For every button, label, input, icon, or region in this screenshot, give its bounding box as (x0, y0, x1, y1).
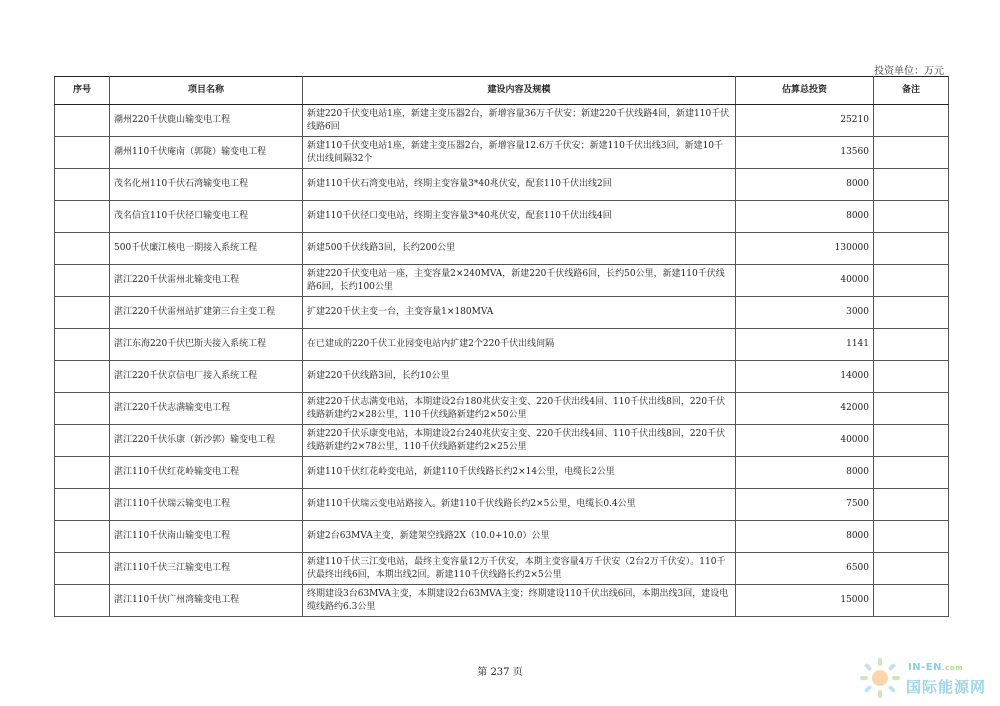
row-project-name: 湛江220千伏京信电厂接入系统工程 (110, 361, 303, 393)
row-project-name: 湛江110千伏红花岭输变电工程 (110, 457, 303, 489)
row-index (55, 297, 110, 329)
row-content-scale: 扩建220千伏主变一台，主变容量1×180MVA (303, 297, 736, 329)
row-note (874, 233, 949, 265)
table-row (55, 361, 949, 393)
row-content-scale: 新建500千伏线路3回，长约200公里 (303, 233, 736, 265)
row-index (55, 361, 110, 393)
row-project-name: 湛江东海220千伏巴斯夫接入系统工程 (110, 329, 303, 361)
table-body (55, 105, 949, 617)
row-total-investment: 1141 (736, 329, 874, 361)
row-index (55, 137, 110, 169)
row-content-scale: 新建110千伏红花岭变电站，新建110千伏线路长约2×14公里，电缆长2公里 (303, 457, 736, 489)
table-row (55, 137, 949, 169)
row-index (55, 329, 110, 361)
page-number: 第 237 页 (477, 667, 523, 678)
row-index (55, 265, 110, 297)
row-index (55, 393, 110, 425)
project-table (54, 76, 949, 617)
row-note (874, 489, 949, 521)
row-note (874, 457, 949, 489)
row-note (874, 137, 949, 169)
row-total-investment: 13560 (736, 137, 874, 169)
row-note (874, 361, 949, 393)
row-index (55, 489, 110, 521)
row-index (55, 201, 110, 233)
row-content-scale: 新建220千伏志满变电站，本期建设2台180兆伏安主变、220千伏出线4回、110千伏出线8回，220千伏线路新建约2×28公里，110千伏线路新建约2×50公里 (303, 393, 736, 425)
row-content-scale: 新建110千伏石湾变电站，终期主变容量3*40兆伏安，配套110千伏出线2回 (303, 169, 736, 201)
table-row (55, 521, 949, 553)
row-content-scale: 终期建设3台63MVA主变，本期建设2台63MVA主变；终期建设110千伏出线6回，本期出线3回，建设电缆线路约6.3公里 (303, 585, 736, 617)
row-content-scale: 新建220千伏线路3回，长约10公里 (303, 361, 736, 393)
row-project-name: 湛江220千伏志满输变电工程 (110, 393, 303, 425)
row-note (874, 297, 949, 329)
row-note (874, 329, 949, 361)
row-total-investment: 130000 (736, 233, 874, 265)
row-note (874, 585, 949, 617)
row-total-investment: 14000 (736, 361, 874, 393)
row-total-investment: 25210 (736, 105, 874, 137)
row-project-name: 湛江110千伏南山输变电工程 (110, 521, 303, 553)
row-project-name: 潮州110千伏庵南（郭陇）输变电工程 (110, 137, 303, 169)
row-total-investment: 40000 (736, 265, 874, 297)
row-content-scale: 新建2台63MVA主变，新建架空线路2X（10.0+10.0）公里 (303, 521, 736, 553)
watermark-domain: IN-EN.com (908, 662, 963, 673)
row-total-investment: 3000 (736, 297, 874, 329)
row-index (55, 553, 110, 585)
table-row (55, 553, 949, 585)
row-index (55, 425, 110, 457)
table-header-row (55, 77, 949, 105)
header-index: 序号 (55, 77, 110, 105)
row-content-scale: 新建110千伏三江变电站，最终主变容量12万千伏安，本期主变容量4万千伏安（2台2万千伏安）。110千伏最终出线6回，本期出线2回。新建110千伏线路长约2×5公里 (303, 553, 736, 585)
row-project-name: 湛江110千伏广州湾输变电工程 (110, 585, 303, 617)
row-content-scale: 新建220千伏变电站1座，新建主变压器2台，新增容量36万千伏安；新建220千伏线路4回，新建110千伏线路6回 (303, 105, 736, 137)
row-total-investment: 15000 (736, 585, 874, 617)
table-row (55, 297, 949, 329)
row-note (874, 521, 949, 553)
table-row (55, 585, 949, 617)
row-total-investment: 8000 (736, 201, 874, 233)
table-row (55, 105, 949, 137)
table-row (55, 201, 949, 233)
row-content-scale: 新建110千伏瑞云变电站路接入。新建110千伏线路长约2×5公里，电缆长0.4公里 (303, 489, 736, 521)
row-note (874, 201, 949, 233)
header-total-investment: 估算总投资 (736, 77, 874, 105)
row-index (55, 233, 110, 265)
row-content-scale: 新建220千伏乐康变电站，本期建设2台240兆伏安主变、220千伏出线4回、110千伏出线8回，220千伏线路新建约2×78公里，110千伏线路新建约2×25公里 (303, 425, 736, 457)
row-content-scale: 新建110千伏变电站1座，新建主变压器2台，新增容量12.6万千伏安；新建110千伏出线3回，新建10千伏出线间隔32个 (303, 137, 736, 169)
row-total-investment: 7500 (736, 489, 874, 521)
row-project-name: 湛江110千伏三江输变电工程 (110, 553, 303, 585)
row-total-investment: 8000 (736, 521, 874, 553)
row-note (874, 169, 949, 201)
row-index (55, 457, 110, 489)
row-note (874, 553, 949, 585)
row-total-investment: 42000 (736, 393, 874, 425)
row-note (874, 105, 949, 137)
table-row (55, 265, 949, 297)
row-index (55, 169, 110, 201)
row-project-name: 潮州220千伏鹿山输变电工程 (110, 105, 303, 137)
table-row (55, 233, 949, 265)
header-project-name: 项目名称 (110, 77, 303, 105)
row-project-name: 湛江220千伏雷州站扩建第三台主变工程 (110, 297, 303, 329)
watermark-name: 国际能源网 (906, 678, 987, 696)
row-index (55, 521, 110, 553)
row-total-investment: 6500 (736, 553, 874, 585)
table-row (55, 329, 949, 361)
row-project-name: 湛江110千伏瑞云输变电工程 (110, 489, 303, 521)
sun-logo-icon (858, 656, 902, 700)
table-row (55, 489, 949, 521)
header-content-scale: 建设内容及规模 (303, 77, 736, 105)
row-note (874, 393, 949, 425)
row-content-scale: 新建110千伏径口变电站，终期主变容量3*40兆伏安，配套110千伏出线4回 (303, 201, 736, 233)
row-project-name: 湛江220千伏乐康（新沙郭）输变电工程 (110, 425, 303, 457)
investment-unit-label: 投资单位：万元 (874, 66, 944, 77)
table-row (55, 393, 949, 425)
row-total-investment: 8000 (736, 169, 874, 201)
row-index (55, 585, 110, 617)
row-project-name: 500千伏廉江核电一期接入系统工程 (110, 233, 303, 265)
header-note: 备注 (874, 77, 949, 105)
row-index (55, 105, 110, 137)
row-project-name: 湛江220千伏雷州北输变电工程 (110, 265, 303, 297)
row-note (874, 425, 949, 457)
row-project-name: 茂名信宜110千伏径口输变电工程 (110, 201, 303, 233)
table-row (55, 425, 949, 457)
watermark-logo (858, 656, 998, 702)
table-row (55, 457, 949, 489)
table-row (55, 169, 949, 201)
row-project-name: 茂名化州110千伏石湾输变电工程 (110, 169, 303, 201)
row-total-investment: 8000 (736, 457, 874, 489)
row-content-scale: 新建220千伏变电站一座，主变容量2×240MVA，新建220千伏线路6回，长约50公里，新建110千伏线路6回，长约100公里 (303, 265, 736, 297)
row-note (874, 265, 949, 297)
row-total-investment: 40000 (736, 425, 874, 457)
row-content-scale: 在已建成的220千伏工业园变电站内扩建2个220千伏出线间隔 (303, 329, 736, 361)
